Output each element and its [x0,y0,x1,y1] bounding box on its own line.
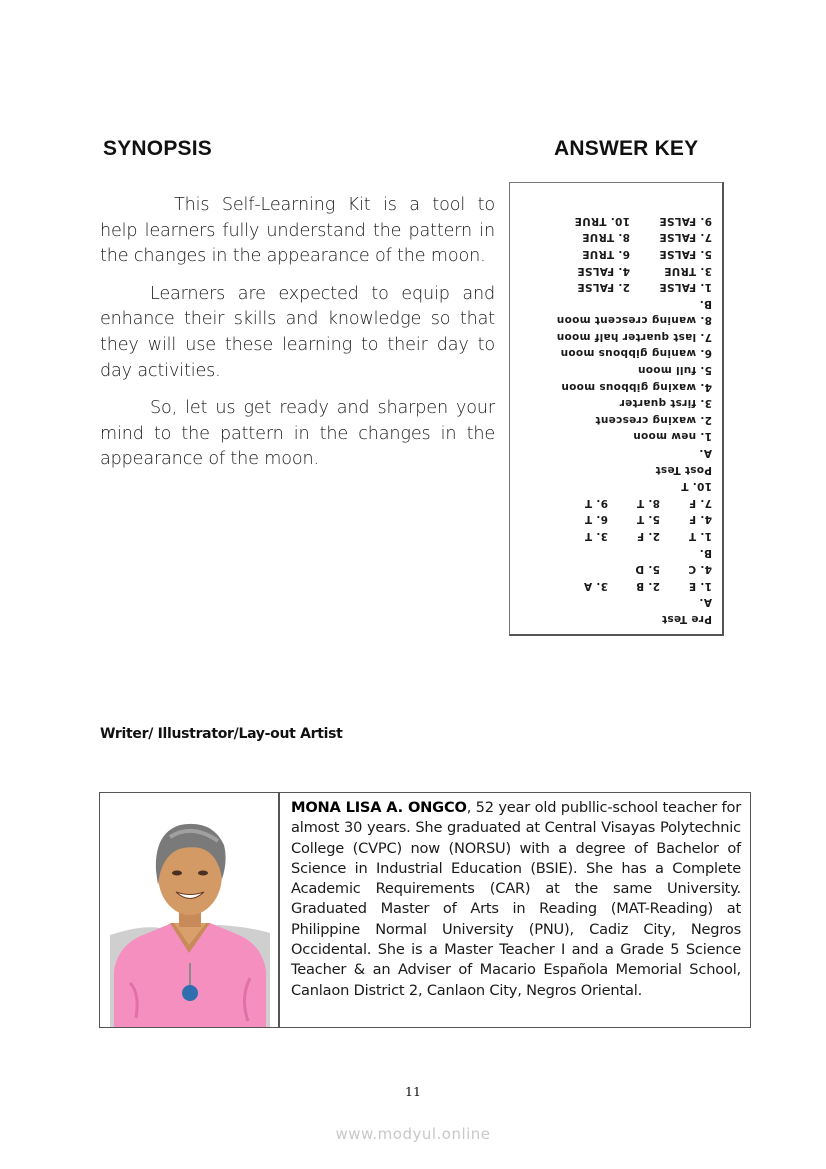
answer-item: 6. waning gibbous moon [560,347,712,360]
post-test-label: Post Test [655,463,712,476]
answer-item: 6. T [584,513,608,526]
answer-item: 2. FALSE [577,281,630,294]
pre-test-part-a-label: A. [699,596,712,609]
answer-item: 10. T [681,480,712,493]
post-test-part-b-label: B. [699,297,712,310]
answer-item: 2. F [636,530,660,543]
answer-item: 8. TRUE [582,231,630,244]
answer-item: 7. last quarter half moon [556,330,712,343]
answer-item: 3. TRUE [664,264,712,277]
answer-item: 4. C [688,563,712,576]
answer-row [512,511,712,528]
answer-item: 7. F [688,496,712,509]
answer-item: 3. A [583,579,608,592]
writer-photo [99,792,279,1028]
answer-item: 9. FALSE [659,214,712,227]
answer-item: 5. FALSE [659,247,712,260]
writer-bio-text: , 52 year old publlic-school teacher for almost 30 years. She graduated at Central Visayas Polytechnic College (CVPC) now (NORSU) with a degree of Bachelor of Science in Industrial Education (BSIE). She has a Complete Academic Requirements (CAR) at the same University. Graduated Master of Arts in Reading (MAT-Reading) at Philippine Normal University (PNU), Cadiz City, Negros Occidental. She is a Master Teacher I and a Grade 5 Science Teacher & an Adviser of Macario Española Memorial School, Canlaon District 2, Canlaon City, Negros Oriental. [291,799,742,999]
answer-item: 4. F [688,513,712,526]
answer-item: 1. E [688,579,712,592]
writer-bio [291,798,741,1001]
answer-row [512,494,712,511]
answer-item: 3. T [584,530,608,543]
answer-key-title: ANSWER KEY [554,137,699,160]
synopsis-paragraph: Learners are expected to equip and enhance their skills and knowledge so that they will use these learning to their day to day activities. [100,283,495,381]
answer-key-rotated-content [510,183,722,634]
answer-item: 4. waxing gibbous moon [561,380,712,393]
answer-row [512,229,712,246]
writer-section-label: Writer/ Illustrator/Lay-out Artist [100,726,343,742]
answer-item: 1. FALSE [659,281,712,294]
answer-row [512,212,712,229]
pre-test-part-b-label: B. [699,546,712,559]
answer-item: 2. waxing crescent [595,413,712,426]
answer-item: 5. T [636,513,660,526]
synopsis-paragraph: So, let us get ready and sharpen your mind to the pattern in the changes in the appearance of the moon. [100,398,495,470]
answer-item: 8. waning crescent moon [556,314,712,327]
synopsis-body [100,193,495,485]
answer-item: 5. D [635,563,660,576]
answer-row [512,279,712,296]
answer-row [512,577,712,594]
answer-key-box [509,182,724,636]
answer-row [512,527,712,544]
pre-test-label: Pre Test [661,613,712,625]
answer-item: 8. T [636,496,660,509]
answer-item: 9. T [584,496,608,509]
writer-bio-box [278,792,751,1028]
page-number: 11 [405,1084,421,1099]
writer-name: MONA LISA A. ONGCO [291,799,467,816]
answer-row [512,262,712,279]
answer-item: 1. new moon [632,430,712,443]
answer-item: 4. FALSE [577,264,630,277]
answer-row [512,245,712,262]
synopsis-paragraph: This Self-Learning Kit is a tool to help learners fully understand the pattern in the changes in the appearance of the moon. [100,195,495,267]
answer-item: 1. T [688,530,712,543]
answer-row [512,561,712,578]
answer-item: 2. B [635,579,660,592]
answer-item: 7. FALSE [659,231,712,244]
answer-item: 6. TRUE [582,247,630,260]
synopsis-title: SYNOPSIS [103,137,212,160]
portrait-illustration [100,793,278,1027]
answer-item: 3. first quarter [619,397,712,410]
answer-item: 10. TRUE [574,214,630,227]
answer-item: 5. full moon [637,364,712,377]
post-test-part-a-label: A. [699,447,712,460]
watermark: www.modyul.online [335,1125,491,1143]
